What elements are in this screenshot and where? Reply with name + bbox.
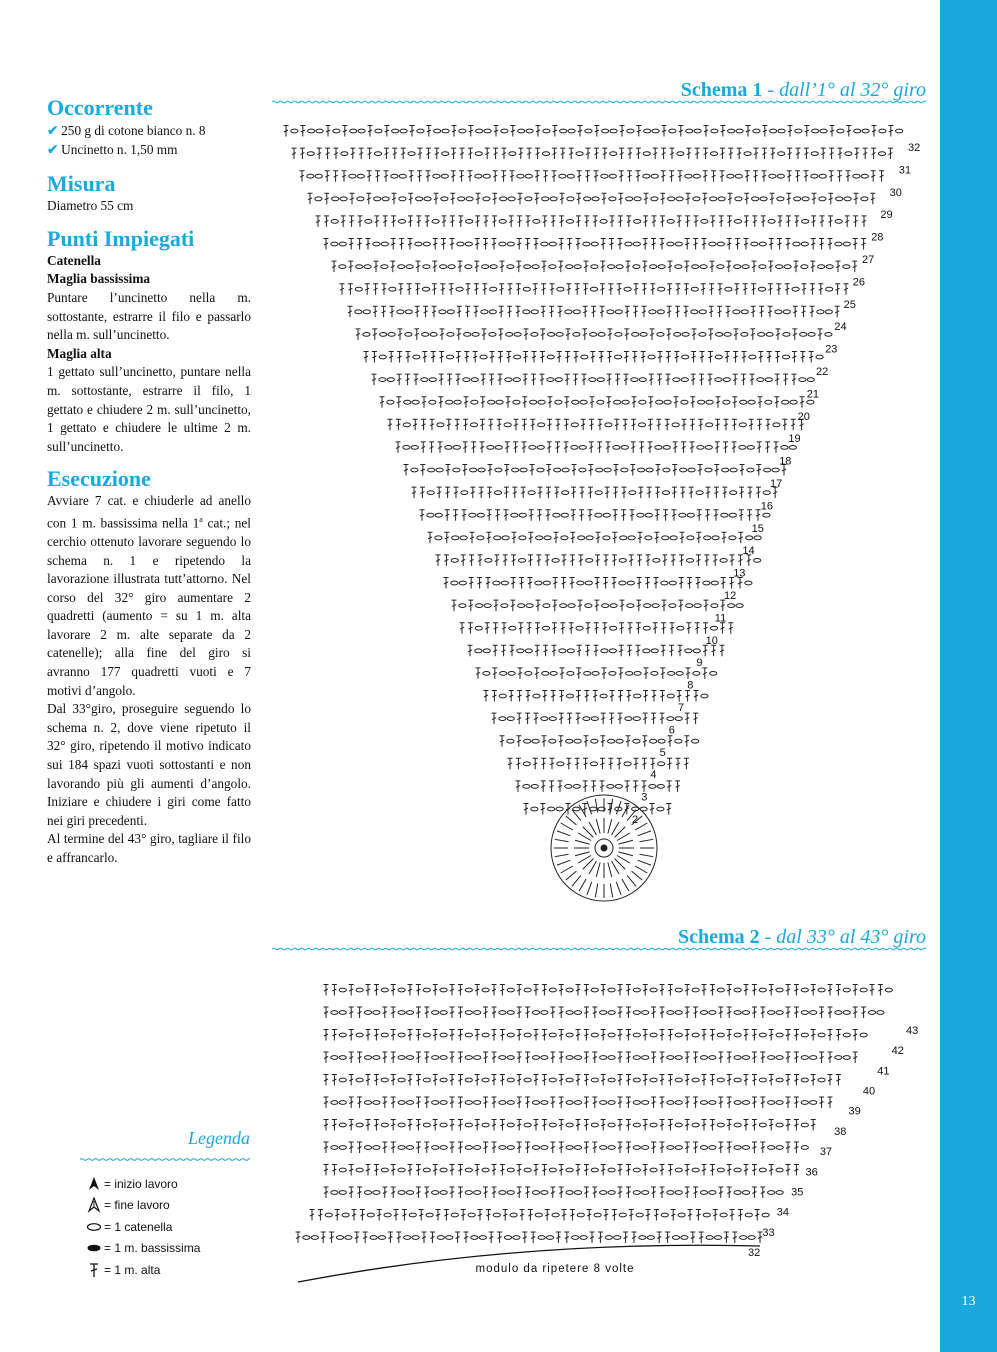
round-label: 32 — [748, 1247, 761, 1259]
round-label: 22 — [816, 366, 829, 378]
double-crochet-icon — [86, 1262, 102, 1278]
round-label: 38 — [834, 1125, 847, 1138]
round-label: 2 — [632, 814, 639, 826]
round-label: 3 — [641, 791, 648, 804]
round-label: 28 — [871, 231, 884, 244]
legend-wavy-rule — [80, 1157, 250, 1162]
bassissima-text: Puntare l’uncinetto nella m. sottostante, estrarre il filo e passarlo nella m. sull’uncinetto. — [47, 289, 251, 343]
round-label: 35 — [791, 1186, 804, 1199]
round-label: 24 — [834, 321, 847, 334]
round-label: 33 — [762, 1226, 775, 1239]
slip-stitch-icon — [86, 1240, 102, 1256]
legend — [80, 1128, 250, 1281]
legend-item-slip: = 1 m. bassissima — [86, 1238, 250, 1260]
round-label: 36 — [805, 1166, 818, 1179]
schema1-title: Schema 1 - dall’1° al 32° giro — [680, 79, 926, 101]
round-label: 15 — [751, 522, 764, 535]
round-label: 37 — [819, 1146, 833, 1159]
legend-title: Legenda — [188, 1128, 250, 1148]
esecuzione-paragraph-3: Al termine del 43° giro, tagliare il filo e affrancarlo. — [47, 831, 251, 866]
round-label: 13 — [733, 567, 746, 580]
round-label: 30 — [889, 186, 902, 199]
round-label: 17 — [770, 478, 783, 490]
catenella-heading: Catenella — [47, 252, 101, 268]
legend-item-start: = inizio lavoro — [86, 1173, 250, 1195]
round-label: 41 — [877, 1065, 890, 1078]
end-arrow-icon — [86, 1197, 102, 1213]
schema1-wavy-rule — [272, 99, 926, 105]
round-label: 29 — [880, 209, 893, 222]
round-label: 9 — [696, 657, 703, 670]
alta-heading: Maglia alta — [47, 345, 112, 361]
check-icon: ✔ — [47, 141, 59, 157]
legend-item-dc: = 1 m. alta — [86, 1259, 250, 1281]
start-arrow-icon — [86, 1176, 102, 1192]
legend-item-end: = fine lavoro — [86, 1195, 250, 1217]
instructions-column — [47, 95, 251, 868]
schema2-wavy-rule — [272, 946, 926, 952]
round-label: 34 — [776, 1206, 789, 1219]
schema1-chart — [270, 110, 940, 910]
round-label: 12 — [724, 590, 737, 602]
side-color-strip — [940, 0, 997, 1352]
round-label: 21 — [806, 388, 820, 401]
schema2-chart — [270, 960, 940, 1290]
round-label: 42 — [891, 1045, 904, 1058]
round-label: 40 — [862, 1085, 876, 1098]
materials-item: ✔ Uncinetto n. 1,50 mm — [47, 141, 178, 157]
round-label: 31 — [898, 164, 912, 177]
round-label: 19 — [788, 433, 801, 446]
chain-oval-icon — [86, 1219, 102, 1235]
schema2-caption: modulo da ripetere 8 volte — [475, 1263, 635, 1275]
round-label: 20 — [797, 410, 810, 423]
round-label: 4 — [650, 769, 657, 782]
punti-title: Punti Impiegati — [47, 225, 195, 251]
schema2-title: Schema 2 - dal 33° al 43° giro — [677, 926, 926, 948]
round-label: 25 — [843, 298, 856, 311]
round-label: 27 — [862, 254, 875, 266]
check-icon: ✔ — [47, 123, 59, 138]
esecuzione-title: Esecuzione — [47, 466, 151, 492]
bassissima-heading: Maglia bassissima — [47, 271, 151, 287]
round-label: 16 — [760, 500, 774, 513]
round-label: 8 — [687, 679, 694, 692]
round-label: 6 — [668, 724, 675, 737]
alta-text: 1 gettato sull’uncinetto, puntare nella m. sottostante, estrarre il filo, 1 gettato e chiudere 2 m. sull’uncinetto, 1 gettato e chiudere le ultime 2 m. sull’uncinetto. — [47, 364, 251, 454]
round-label: 39 — [848, 1105, 861, 1118]
round-label: 7 — [678, 702, 685, 714]
misura-value: Diametro 55 cm — [47, 198, 134, 214]
legend-item-chain: = 1 catenella — [86, 1216, 250, 1238]
materials-item: ✔ 250 g di cotone bianco n. 8 — [47, 123, 206, 138]
esecuzione-paragraph-1: Avviare 7 cat. e chiuderle ad anello con 1 m. bassissima nella 1$^a$ cat.; nel cerchio ottenuto lavorare seguendo lo schema n. 1 e ripetendo la lavorazione illustrata tutt’attorno. Nel corso del 32° giro aumentare 2 quadretti (aumento = su 1 m. alta lavorare 2 m. alte separate da 2 catenelle); alla fine del giro si avranno 177 quadretti vuoti e 7 motivi d’angolo. — [47, 493, 251, 698]
round-label: 32 — [908, 142, 921, 154]
round-label: 43 — [906, 1025, 919, 1037]
round-label: 18 — [779, 455, 792, 468]
round-label: 14 — [742, 545, 755, 558]
round-label: 10 — [705, 634, 718, 647]
round-label: 11 — [714, 612, 727, 625]
round-label: 23 — [825, 343, 838, 356]
round-label: 26 — [852, 276, 866, 289]
misura-title: Misura — [47, 171, 116, 197]
occorrente-title: Occorrente — [47, 95, 153, 120]
round-label: 5 — [659, 746, 666, 759]
page-number: 13 — [961, 1294, 976, 1309]
esecuzione-paragraph-2: Dal 33°giro, proseguire seguendo lo schema n. 2, dove viene ripetuto il 32° giro, ripetendo il motivo indicato sui 184 spazi vuoti sottostanti e non lavorando più gli aumenti d’angolo. Iniziare e chiudere i giri come fatto nei giri precedenti. — [47, 701, 251, 828]
